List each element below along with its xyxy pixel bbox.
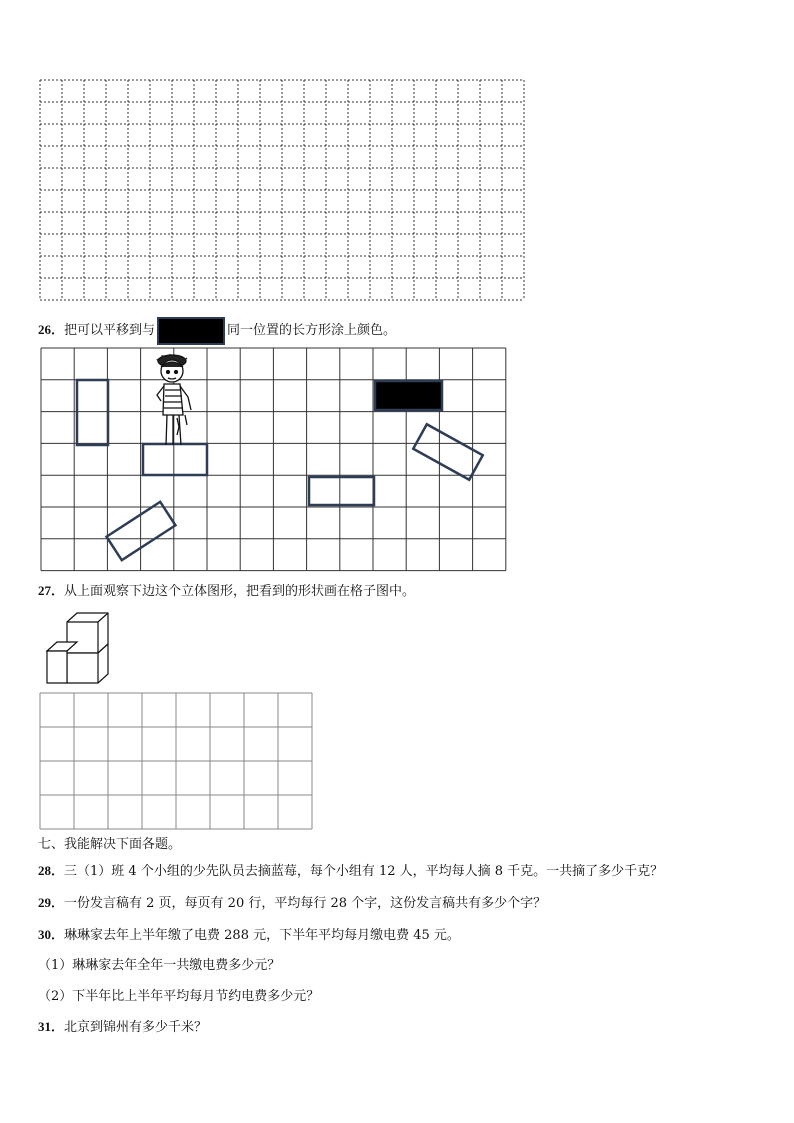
horizontal-rectangle-right[interactable] [309,477,374,505]
dashed-answer-grid [39,79,527,301]
question-26 [38,316,396,345]
horizontal-rectangle-left[interactable] [143,444,207,475]
question-30-part-2 [38,989,319,1005]
question-text: 北京到锦州有多少千米？ [64,1020,208,1035]
question-text-before: 把可以平移到与 [64,323,156,338]
question-28 [38,863,663,880]
question-text: 琳琳家去年上半年缴了电费 288 元，下半年平均每月缴电费 45 元。 [64,928,460,943]
section-heading [38,837,181,853]
translation-grid [40,347,509,572]
question-29 [38,895,546,912]
question-text: 三（1）班 4 个小组的少先队员去摘蓝莓，每个小组有 12 人，平均每人摘 8 千克。一共摘了多少千克？ [64,864,664,879]
question-number: 27． [38,583,65,598]
question-number: 30． [38,927,65,942]
question-number: 26． [38,322,65,337]
question-text: 一份发言稿有 2 页，每页有 20 行，平均每行 28 个字，这份发言稿共有多少个字？ [64,896,547,911]
top-view-answer-grid [39,692,313,830]
reference-rectangle [157,317,225,345]
question-30 [38,927,460,944]
question-number: 31． [38,1019,65,1034]
question-27 [38,583,415,600]
question-number: 28． [38,863,65,878]
question-text: 从上面观察下边这个立体图形，把看到的形状画在格子图中。 [64,584,416,599]
subquestion-text: （1）琳琳家去年全年一共缴电费多少元？ [38,958,281,973]
question-number: 29． [38,895,65,910]
subquestion-text: （2）下半年比上半年平均每月节约电费多少元？ [38,989,320,1004]
question-text-after: 同一位置的长方形涂上颜色。 [227,323,397,338]
cube-solid-figure [46,612,126,684]
filled-rectangle [375,381,442,410]
vertical-rectangle[interactable] [77,380,108,445]
section-title: 七、我能解决下面各题。 [38,837,182,852]
question-30-part-1 [38,958,280,974]
question-31 [38,1019,207,1036]
